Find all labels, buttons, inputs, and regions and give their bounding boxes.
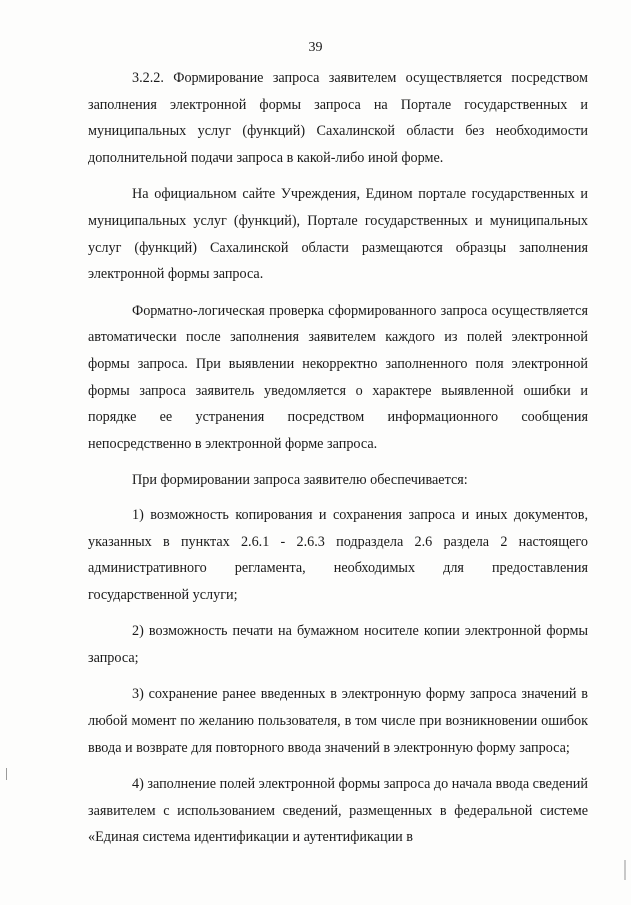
paragraph-format-check: Форматно-логическая проверка сформированного запроса осуществляется автоматически после заполнения заявителем каждого из полей электронной формы запроса. При выявлении некорректно заполненного поля электронной формы запроса заявитель уведомляется о характере выявленной ошибки и порядке ее устранения посредством информационного сообщения непосредственно в электронной форме запроса. <box>88 302 588 452</box>
paragraph-3-2-2: 3.2.2. Формирование запроса заявителем осуществляется посредством заполнения электронной формы запроса на Портале государственных и муниципальных услуг (функций) Сахалинской области без необходимости дополнительной подачи запроса в какой-либо иной форме. <box>88 70 588 166</box>
list-item-2: 2) возможность печати на бумажном носителе копии электронной формы запроса; <box>88 623 588 666</box>
paragraph-provided-intro: При формировании запроса заявителю обеспечивается: <box>132 472 468 489</box>
page-number: 39 <box>308 40 323 55</box>
paragraph-official-site: На официальном сайте Учреждения, Едином портале государственных и муниципальных услуг (функций), Портале государственных и муниципальных услуг (функций) Сахалинской области размещаются образцы заполнения электронной формы запроса. <box>88 186 588 283</box>
document-body <box>88 65 588 861</box>
list-item-1: 1) возможность копирования и сохранения запроса и иных документов, указанных в пунктах 2.6.1 - 2.6.3 подраздела 2.6 раздела 2 настоящего административного регламента, необходимых для предоставления государственной услуги; <box>88 506 588 603</box>
list-item-4: 4) заполнение полей электронной формы запроса до начала ввода сведений заявителем с использованием сведений, размещенных в федеральной системе «Единая система идентификации и аутентификации в <box>88 776 588 846</box>
scan-artifact-left <box>6 768 7 780</box>
list-item-3: 3) сохранение ранее введенных в электронную форму запроса значений в любой момент по желанию пользователя, в том числе при возникновении ошибок ввода и возврате для повторного ввода значений в электронную форму запроса; <box>88 686 588 756</box>
scan-artifact-right <box>624 860 626 880</box>
